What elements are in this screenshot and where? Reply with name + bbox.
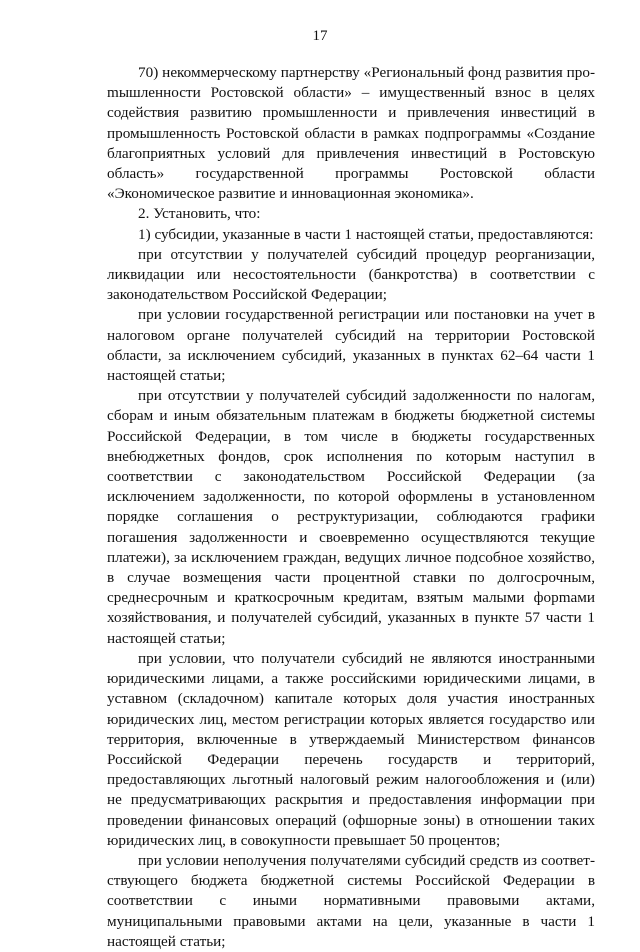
page-number: 17 [312,28,328,44]
paragraph-no-other-funds: при условии неполучения получателями субсидий средств из соответствующего бюджета бюджетной системы Российской Федерации в соответствии с иными нормативными правовыми актами, муниципальными правовыми актами на цели, указанные в части 1 настоящей статьи; [107,851,595,950]
paragraph-subsidies-provided: 1) субсидии, указанные в части 1 настоящей статьи, предоставляются: [138,225,594,243]
paragraph-no-reorganization: при отсутствии у получателей субсидий процедур реорганизации, ликвидации или несостоятельности (банкротства) в соответствии с законодательством Российской Федерации; [107,245,595,304]
paragraph-no-tax-debt: при отсутствии у получателей субсидий задолженности по налогам, сборам и иным обязательным платежам в бюджеты бюджетной системы Российской Федерации, в том числе в бюджеты государственных внебюджетных фондов, срок исполнения по которым наступил в соответствии с законодательством Российской Федерации (за исключением задолженности, по которой оформлены в установленном порядке соглашения о реструктуризации, соблюдаются графики погашения задолженности и своевременно осуществляются текущие платежи), за исключением граждан, ведущих личное подсобное хозяйство, в случае возмещения части процентной ставки по долгосрочным, среднесрочным и краткосрочным кредитам, взятым малыми форmами хозяйствования, и получателей субсидий, указанных в пункте 57 части 1 настоящей статьи; [107,387,595,647]
document-body [107,63,595,952]
paragraph-not-foreign-entities: при условии, что получатели субсидий не являются иностранными юридическими лицами, а также российскими юридическими лицами, в уставном (складочном) капитале которых доля участия иностранных юридических лиц, местом регистрации которых является государство или территория, включенные в утверждаемый Министерством финансов Российской Федерации перечень государств и территорий, предоставляющих льготный налоговый режим налогообложения и (или) не предусматривающих раскрытия и предоставления информации при проведении финансовых операций (офшорные зоны) в отношении таких юридических лиц, в совокупности превышает 50 процентов; [107,649,595,849]
paragraph-item-70: 70) некоммерческому партнерству «Региональный фонд развития проmышленности Ростовской области» – имущественный взнос в целях содействия развитию промышленности и привлечения инвестиций в промышленность Ростовской области в рамках подпрограммы «Создание благоприятных условий для привлечения инвестиций в Ростовскую область» государственной программы Ростовской области «Экономическое развитие и инновационная экономика». [107,64,595,203]
paragraph-section-2: 2. Установить, что: [138,205,261,223]
paragraph-state-registration: при условии государственной регистрации или постановки на учет в налоговом органе получателей субсидий на территории Ростовской области, за исключением субсидий, указанных в пунктах 62–64 части 1 настоящей статьи; [107,306,595,385]
